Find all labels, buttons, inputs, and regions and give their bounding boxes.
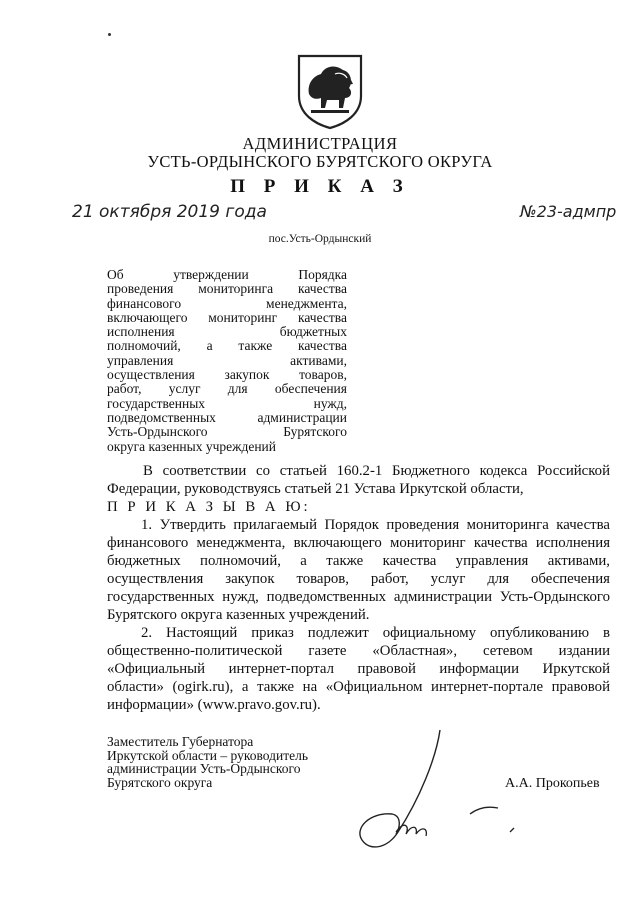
signatory-position (107, 735, 308, 789)
subject-line: финансового менеджмента, (107, 295, 347, 311)
org-name-line1: АДМИНИСТРАЦИЯ (242, 134, 398, 153)
position-line: Иркутской области – руководитель (107, 747, 308, 763)
subject-line: Усть-Ордынского Бурятского (107, 424, 347, 440)
place-of-issue: пос.Усть-Ордынский (268, 233, 372, 245)
subject-line: полномочий, а также качества (107, 338, 347, 354)
item1-line: 1. Утвердить прилагаемый Порядок проведения мониторинга качества (141, 517, 610, 533)
coat-of-arms-emblem (295, 52, 365, 130)
preamble-line: В соответствии со статьей 160.2-1 Бюджетного кодекса Российской (143, 463, 610, 479)
handwritten-number: №23-адмпр (520, 202, 617, 221)
preamble-line: Федерации, руководствуясь статьей 21 Устава Иркутской области, (107, 481, 524, 497)
handwritten-date: 21 октября 2019 года (72, 202, 267, 222)
subject-line: округа казенных учреждений (107, 438, 276, 454)
item2-line: «Официальный интернет-портал правовой информации Иркутской (107, 661, 610, 677)
position-line: Бурятского округа (107, 774, 213, 790)
subject-line: проведения мониторинга качества (107, 281, 347, 297)
item2-line: общественно-политической газете «Областная», сетевом издании (107, 643, 610, 659)
signatory-name: А.А. Прокопьев (505, 776, 600, 791)
item2-line: 2. Настоящий приказ подлежит официальному опубликованию в (141, 625, 610, 641)
order-body (107, 462, 610, 714)
position-line: администрации Усть-Ордынского (107, 761, 301, 776)
item1-line: финансового менеджмента, включающего мониторинг качества исполнения (107, 535, 610, 551)
subject-line: Об утверждении Порядка (107, 267, 347, 282)
subject-line: государственных нужд, (107, 395, 347, 411)
item2-line: области» (ogirk.ru), а также на «Официальном интернет-портале правовой (107, 679, 610, 695)
subject-line: управления активами, (107, 352, 347, 368)
subject-line: включающего мониторинг качества (107, 309, 347, 325)
document-title: П Р И К А З (230, 176, 410, 197)
item1-line: государственных нужд, подведомственных администрации Усть-Ордынского (107, 589, 610, 605)
scan-speck (108, 33, 111, 36)
order-word: П Р И К А З Ы В А Ю: (107, 499, 311, 515)
subject-line: работ, услуг для обеспечения (107, 381, 347, 397)
subject-line: исполнения бюджетных (107, 324, 347, 340)
subject-line: подведомственных администрации (107, 409, 347, 425)
org-name-line2: УСТЬ-ОРДЫНСКОГО БУРЯТСКОГО ОКРУГА (147, 152, 493, 171)
item1-line: осуществления закупок товаров, работ, услуг для обеспечения (107, 571, 610, 587)
subject-line: осуществления закупок товаров, (107, 367, 347, 383)
item2-line: информации» (www.pravo.gov.ru). (107, 697, 321, 713)
subject-block (107, 268, 347, 454)
position-line: Заместитель Губернатора (107, 734, 254, 749)
item1-line: бюджетных полномочий, а также качества управления активами, (107, 553, 610, 569)
handwritten-signature (340, 728, 520, 858)
item1-line: Бурятского округа казенных учреждений. (107, 607, 370, 623)
